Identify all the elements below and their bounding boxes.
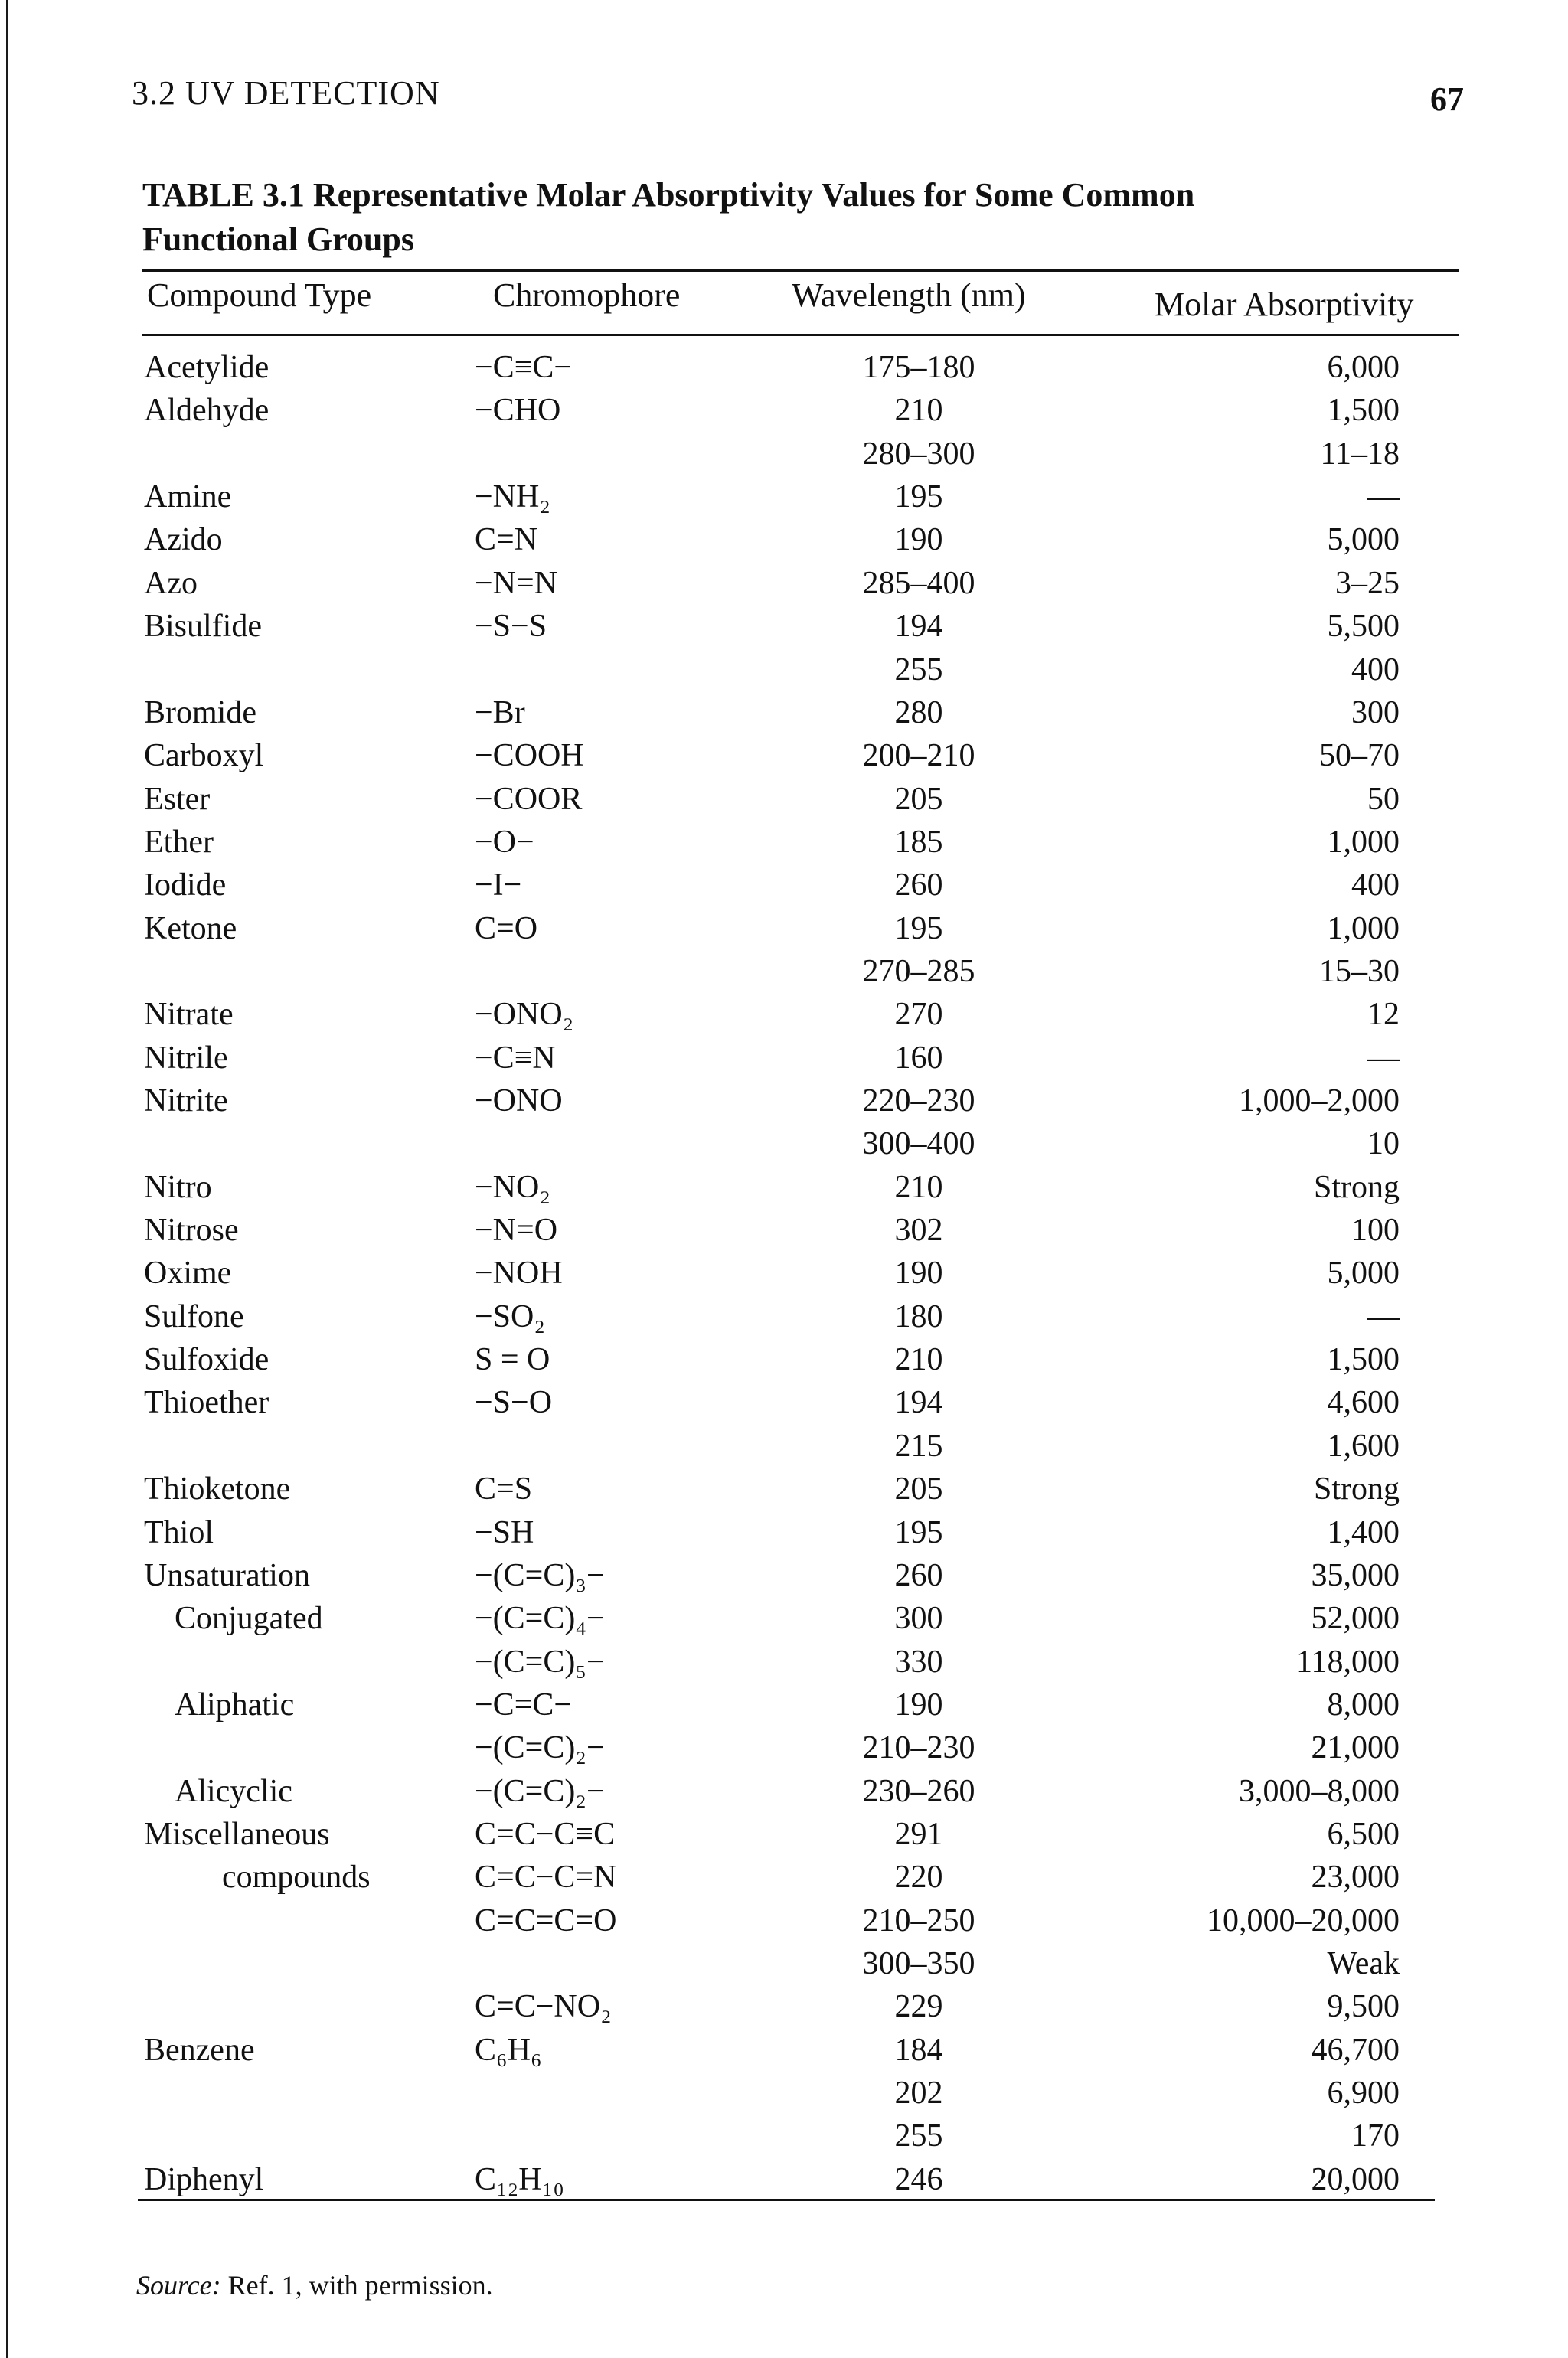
wavelength-cell: 220–230 <box>862 1083 975 1119</box>
absorptivity-cell: 21,000 <box>1311 1730 1400 1766</box>
absorptivity-cell: 5,500 <box>1327 609 1400 645</box>
compound-type-cell: Acetylide <box>144 350 270 385</box>
absorptivity-cell: 1,000–2,000 <box>1239 1083 1400 1119</box>
chromophore-cell: C=N <box>475 522 538 558</box>
chromophore-cell: −I− <box>475 867 522 903</box>
compound-type-cell: Nitrile <box>144 1040 228 1076</box>
wavelength-cell: 291 <box>894 1816 943 1852</box>
chromophore-cell: C=S <box>475 1471 533 1507</box>
wavelength-cell: 300 <box>894 1601 943 1637</box>
absorptivity-cell: 6,000 <box>1327 350 1400 385</box>
chromophore-cell: −(C=C)₂− <box>475 1773 605 1809</box>
page-number: 67 <box>1430 80 1464 118</box>
column-header-molar-absorptivity: Molar Absorptivity <box>1155 286 1414 323</box>
chromophore-cell: −S−S <box>475 609 547 645</box>
wavelength-cell: 205 <box>894 1471 943 1507</box>
wavelength-cell: 230–260 <box>862 1773 975 1809</box>
compound-type-cell: Bisulfide <box>144 609 262 645</box>
chromophore-cell: C=C−C≡C <box>475 1816 616 1852</box>
table-caption-line-2: Functional Groups <box>142 220 414 258</box>
absorptivity-cell: Strong <box>1313 1471 1400 1507</box>
compound-type-cell: Ketone <box>144 910 237 946</box>
absorptivity-cell: 170 <box>1351 2118 1400 2154</box>
absorptivity-cell: 400 <box>1351 652 1400 687</box>
compound-type-cell: Alicyclic <box>175 1773 292 1809</box>
wavelength-cell: 215 <box>894 1428 943 1464</box>
chromophore-cell: −Br <box>475 694 525 730</box>
chromophore-cell: −ONO <box>475 1083 563 1119</box>
chromophore-cell: −(C=C)₄− <box>475 1601 605 1637</box>
absorptivity-cell: 1,000 <box>1327 910 1400 946</box>
absorptivity-cell: 1,600 <box>1327 1428 1400 1464</box>
chromophore-cell: −C≡N <box>475 1040 556 1076</box>
wavelength-cell: 185 <box>894 824 943 860</box>
absorptivity-cell: 46,700 <box>1311 2032 1400 2068</box>
absorptivity-cell: 5,000 <box>1327 522 1400 558</box>
compound-type-cell: Aliphatic <box>175 1687 295 1723</box>
absorptivity-cell: 10,000–20,000 <box>1207 1902 1400 1938</box>
wavelength-cell: 255 <box>894 652 943 687</box>
absorptivity-cell: Weak <box>1327 1946 1400 1981</box>
wavelength-cell: 300–350 <box>862 1946 975 1981</box>
absorptivity-cell: 15–30 <box>1319 953 1400 989</box>
absorptivity-cell: 50 <box>1367 781 1400 817</box>
chromophore-cell: −(C=C)₃− <box>475 1557 605 1593</box>
absorptivity-cell: 6,500 <box>1327 1816 1400 1852</box>
compound-type-cell: Conjugated <box>175 1601 323 1637</box>
chromophore-cell: C=C=C=O <box>475 1902 617 1938</box>
compound-type-cell: Thioketone <box>144 1471 291 1507</box>
wavelength-cell: 210 <box>894 1342 943 1377</box>
chromophore-cell: −NO₂ <box>475 1169 550 1205</box>
compound-type-cell: Azido <box>144 522 223 558</box>
column-header-compound-type: Compound Type <box>147 276 372 314</box>
chromophore-cell: S = O <box>475 1342 550 1377</box>
wavelength-cell: 200–210 <box>862 738 975 774</box>
table-source-note <box>136 2269 493 2301</box>
chromophore-cell: C₆H₆ <box>475 2032 542 2068</box>
absorptivity-cell: 12 <box>1367 997 1400 1033</box>
absorptivity-cell: 300 <box>1351 694 1400 730</box>
wavelength-cell: 190 <box>894 522 943 558</box>
wavelength-cell: 195 <box>894 910 943 946</box>
chromophore-cell: C=O <box>475 910 538 946</box>
wavelength-cell: 175–180 <box>862 350 975 385</box>
compound-type-cell: Amine <box>144 479 232 514</box>
wavelength-cell: 195 <box>894 1514 943 1550</box>
compound-type-cell: Azo <box>144 565 198 601</box>
chromophore-cell: −C=C− <box>475 1687 573 1723</box>
compound-type-cell: Sulfoxide <box>144 1342 270 1377</box>
wavelength-cell: 229 <box>894 1989 943 2025</box>
table-caption-line-1: TABLE 3.1 Representative Molar Absorptivity Values for Some Common <box>142 176 1195 214</box>
absorptivity-cell: 118,000 <box>1296 1644 1400 1680</box>
table-caption <box>142 173 1459 262</box>
wavelength-cell: 270 <box>894 997 943 1033</box>
absorptivity-cell: 6,900 <box>1327 2075 1400 2111</box>
compound-type-cell: compounds <box>222 1860 371 1896</box>
chromophore-cell: −N=O <box>475 1213 558 1248</box>
wavelength-cell: 255 <box>894 2118 943 2154</box>
chromophore-cell: −COOR <box>475 781 583 817</box>
compound-type-cell: Benzene <box>144 2032 255 2068</box>
compound-type-cell: Nitrate <box>144 997 234 1033</box>
wavelength-cell: 205 <box>894 781 943 817</box>
chromophore-cell: −C≡C− <box>475 350 573 385</box>
wavelength-cell: 210–250 <box>862 1902 975 1938</box>
wavelength-cell: 194 <box>894 1385 943 1421</box>
chromophore-cell: −(C=C)₅− <box>475 1644 605 1680</box>
wavelength-cell: 190 <box>894 1256 943 1292</box>
chromophore-cell: −COOH <box>475 738 584 774</box>
wavelength-cell: 270–285 <box>862 953 975 989</box>
compound-type-cell: Thiol <box>144 1514 214 1550</box>
compound-type-cell: Oxime <box>144 1256 232 1292</box>
absorptivity-cell: — <box>1367 1040 1400 1076</box>
chromophore-cell: −CHO <box>475 393 561 429</box>
compound-type-cell: Nitro <box>144 1169 212 1205</box>
running-head: 3.2 UV DETECTION <box>132 74 440 112</box>
wavelength-cell: 220 <box>894 1860 943 1896</box>
wavelength-cell: 302 <box>894 1213 943 1248</box>
compound-type-cell: Ether <box>144 824 214 860</box>
chromophore-cell: C₁₂H₁₀ <box>475 2161 564 2197</box>
wavelength-cell: 194 <box>894 609 943 645</box>
absorptivity-cell: 8,000 <box>1327 1687 1400 1723</box>
absorptivity-cell: 9,500 <box>1327 1989 1400 2025</box>
table-header-rule <box>142 334 1459 336</box>
absorptivity-cell: — <box>1367 479 1400 514</box>
absorptivity-cell: 52,000 <box>1311 1601 1400 1637</box>
absorptivity-cell: 4,600 <box>1327 1385 1400 1421</box>
compound-type-cell: Carboxyl <box>144 738 264 774</box>
wavelength-cell: 202 <box>894 2075 943 2111</box>
absorptivity-cell: 11–18 <box>1320 436 1400 472</box>
wavelength-cell: 180 <box>894 1298 943 1334</box>
source-label: Source: <box>136 2270 221 2301</box>
chromophore-cell: −N=N <box>475 565 558 601</box>
wavelength-cell: 195 <box>894 479 943 514</box>
compound-type-cell: Diphenyl <box>144 2161 264 2197</box>
compound-type-cell: Aldehyde <box>144 393 270 429</box>
wavelength-cell: 260 <box>894 867 943 903</box>
wavelength-cell: 300–400 <box>862 1126 975 1162</box>
absorptivity-cell: 50–70 <box>1319 738 1400 774</box>
page-edge-line <box>6 0 8 2358</box>
absorptivity-cell: 1,400 <box>1327 1514 1400 1550</box>
absorptivity-cell: 23,000 <box>1311 1860 1400 1896</box>
wavelength-cell: 190 <box>894 1687 943 1723</box>
wavelength-cell: 210 <box>894 393 943 429</box>
absorptivity-cell: 100 <box>1351 1213 1400 1248</box>
chromophore-cell: −ONO₂ <box>475 997 574 1033</box>
absorptivity-cell: 10 <box>1367 1126 1400 1162</box>
compound-type-cell: Bromide <box>144 694 256 730</box>
wavelength-cell: 285–400 <box>862 565 975 601</box>
chromophore-cell: C=C−C=N <box>475 1860 617 1896</box>
compound-type-cell: Iodide <box>144 867 227 903</box>
absorptivity-cell: 1,500 <box>1327 393 1400 429</box>
compound-type-cell: Thioether <box>144 1385 270 1421</box>
chromophore-cell: C=C−NO₂ <box>475 1989 612 2025</box>
absorptivity-cell: 35,000 <box>1311 1557 1400 1593</box>
wavelength-cell: 330 <box>894 1644 943 1680</box>
table-top-rule <box>142 269 1459 272</box>
column-header-chromophore: Chromophore <box>493 276 681 314</box>
compound-type-cell: Miscellaneous <box>144 1816 330 1852</box>
wavelength-cell: 246 <box>894 2161 943 2197</box>
wavelength-cell: 210–230 <box>862 1730 975 1766</box>
wavelength-cell: 260 <box>894 1557 943 1593</box>
chromophore-cell: −O− <box>475 824 534 860</box>
absorptivity-cell: 3,000–8,000 <box>1239 1773 1400 1809</box>
absorptivity-cell: 3–25 <box>1335 565 1400 601</box>
table-bottom-rule <box>138 2199 1435 2201</box>
chromophore-cell: −NH₂ <box>475 479 550 514</box>
absorptivity-cell: 1,500 <box>1327 1342 1400 1377</box>
compound-type-cell: Nitrite <box>144 1083 228 1119</box>
source-text: Ref. 1, with permission. <box>220 2270 493 2301</box>
wavelength-cell: 210 <box>894 1169 943 1205</box>
chromophore-cell: −(C=C)₂− <box>475 1730 605 1766</box>
wavelength-cell: 280 <box>894 694 943 730</box>
compound-type-cell: Unsaturation <box>144 1557 310 1593</box>
absorptivity-cell: 1,000 <box>1327 824 1400 860</box>
wavelength-cell: 184 <box>894 2032 943 2068</box>
absorptivity-cell: 20,000 <box>1311 2161 1400 2197</box>
chromophore-cell: −SO₂ <box>475 1298 546 1334</box>
absorptivity-cell: 400 <box>1351 867 1400 903</box>
absorptivity-cell: Strong <box>1313 1169 1400 1205</box>
compound-type-cell: Nitrose <box>144 1213 239 1248</box>
column-header-wavelength: Wavelength (nm) <box>792 276 1026 314</box>
chromophore-cell: −NOH <box>475 1256 563 1292</box>
chromophore-cell: −SH <box>475 1514 534 1550</box>
compound-type-cell: Sulfone <box>144 1298 244 1334</box>
wavelength-cell: 280–300 <box>862 436 975 472</box>
compound-type-cell: Ester <box>144 781 211 817</box>
absorptivity-cell: — <box>1367 1298 1400 1334</box>
wavelength-cell: 160 <box>894 1040 943 1076</box>
absorptivity-cell: 5,000 <box>1327 1256 1400 1292</box>
chromophore-cell: −S−O <box>475 1385 553 1421</box>
